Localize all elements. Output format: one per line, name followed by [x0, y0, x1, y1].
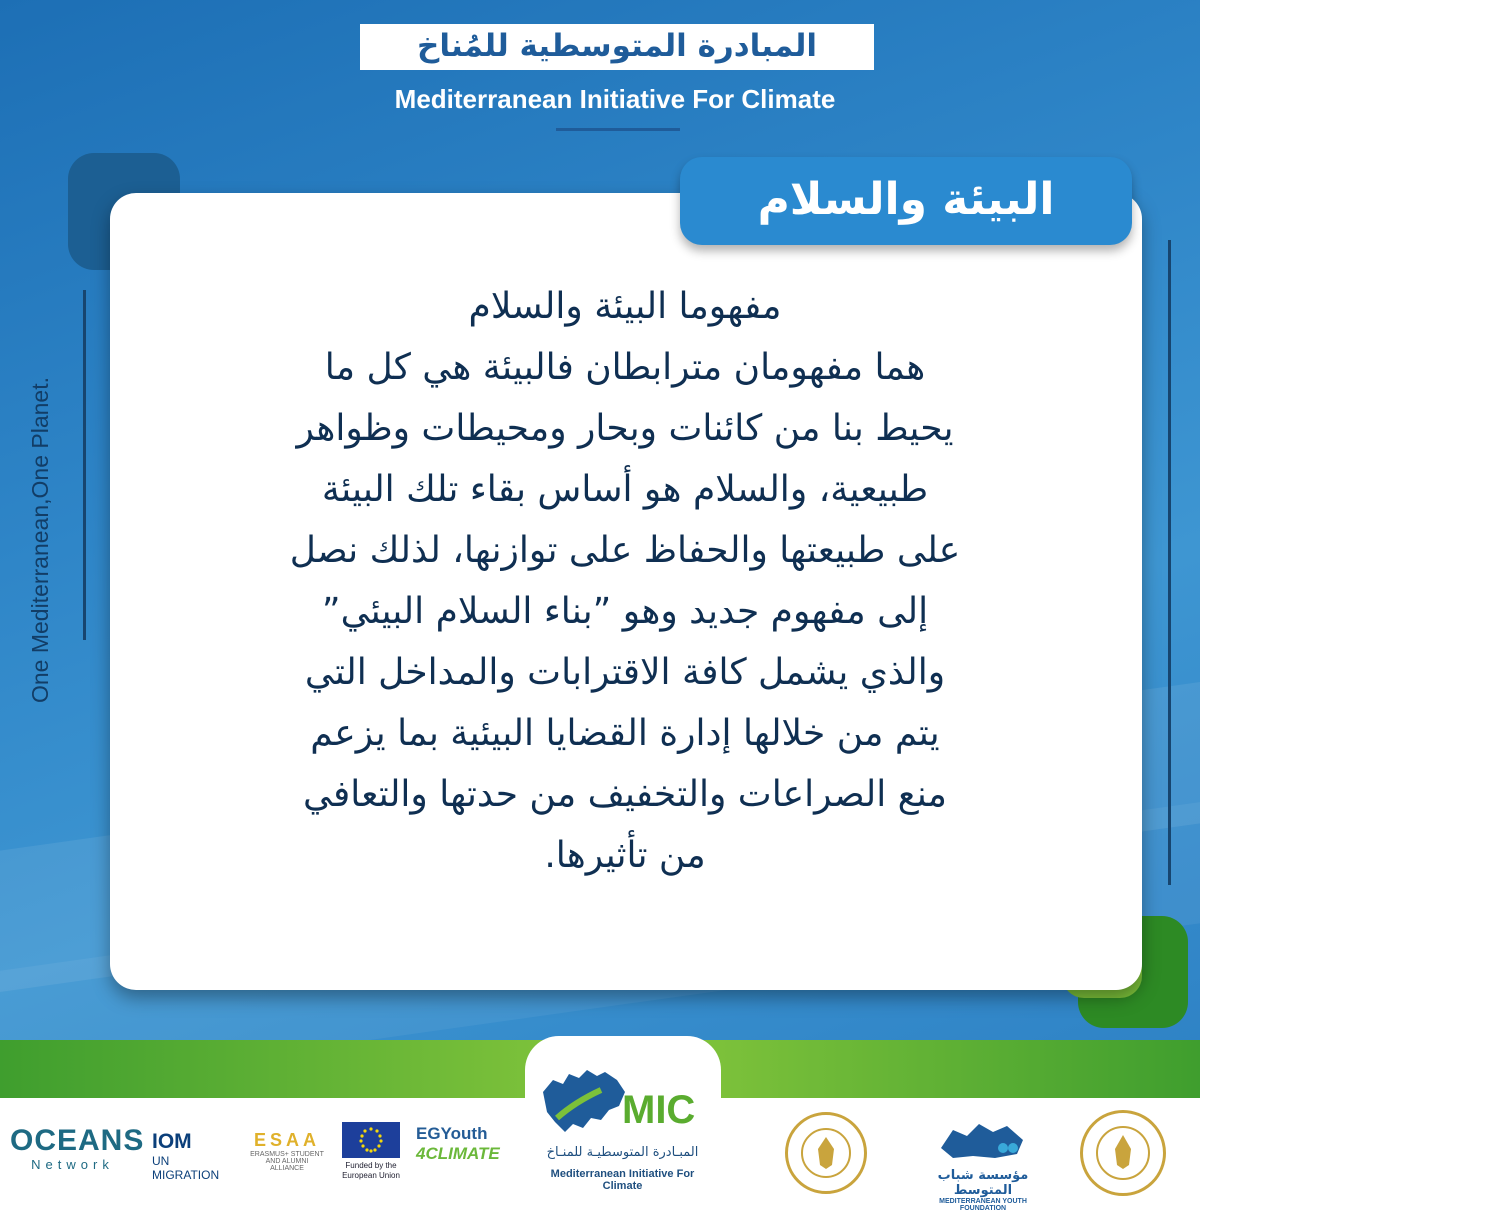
egyouth4climate-logo: [416, 1124, 516, 1164]
mediterranean-map-icon: [539, 1062, 629, 1140]
eagle-emblem-icon: [788, 1115, 864, 1191]
oceans-logo-text: OCEANS: [10, 1124, 145, 1157]
eu-logo: [341, 1122, 401, 1181]
title-arabic: المبادرة المتوسطية للمُناخ: [417, 28, 817, 64]
body-line: يتم من خلالها إدارة القضايا البيئية بما يزعم: [310, 713, 940, 754]
body-line: من تأثيرها.: [544, 835, 706, 876]
iom-logo: [152, 1130, 232, 1182]
body-line: يحيط بنا من كائنات وبحار ومحيطات وظواهر: [296, 408, 954, 449]
side-slogan: One Mediterranean,One Planet.: [27, 376, 53, 704]
iom-logo-subtext: UN MIGRATION: [152, 1154, 220, 1182]
body-line: هما مفهومان مترابطان فالبيئة هي كل ما: [324, 347, 926, 388]
body-line: على طبيعتها والحفاظ على توازنها، لذلك نصل: [289, 530, 961, 571]
body-line: طبيعية، والسلام هو أساس بقاء تلك البيئة: [321, 469, 929, 510]
oceans-logo-subtext: Network: [31, 1157, 114, 1172]
body-line: مفهوما البيئة والسلام: [468, 286, 782, 327]
mic-abbreviation: MIC: [622, 1088, 696, 1132]
esaa-logo-subtext: ERASMUS+ STUDENT AND ALUMNI ALLIANCE: [250, 1151, 324, 1172]
body-text: [130, 276, 1120, 886]
oceans-network-logo: [10, 1124, 145, 1175]
esaa-logo-text: ESAA: [253, 1130, 320, 1150]
title-divider: [556, 128, 680, 131]
myf-emblem-icon: [933, 1118, 1033, 1164]
iom-logo-text: IOM: [152, 1130, 192, 1153]
myf-name-english: MEDITERRANEAN YOUTH FOUNDATION: [939, 1198, 1027, 1212]
eu-flag-icon: [342, 1122, 400, 1158]
ministry-seal-left: [785, 1112, 867, 1194]
body-line: إلى مفهوم جديد وهو ”بناء السلام البيئي”: [321, 591, 929, 632]
myf-name-arabic: مؤسسة شباب المتوسط: [937, 1168, 1029, 1198]
egyouth-logo-text: EGYouth: [416, 1124, 488, 1143]
4climate-logo-text: 4CLIMATE: [416, 1144, 500, 1163]
body-line: منع الصراعات والتخفيف من حدتها والتعافي: [303, 774, 947, 815]
topic-label: البيئة والسلام: [757, 174, 1055, 225]
mic-name-arabic: المبـادرة المتوسطيـة للمنـاخ: [546, 1145, 699, 1160]
body-line: والذي يشمل كافة الاقترابات والمداخل التي: [304, 652, 946, 693]
side-line-left: [83, 290, 86, 640]
eu-funded-text: Funded by the European Union: [342, 1161, 400, 1180]
eagle-emblem-icon: [1083, 1113, 1163, 1193]
mic-name-english: Mediterranean Initiative For Climate: [550, 1168, 695, 1192]
ministry-youth-sports-seal: [1080, 1110, 1166, 1196]
mediterranean-youth-foundation-logo: [933, 1118, 1033, 1212]
title-english: Mediterranean Initiative For Climate: [394, 84, 836, 114]
esaa-logo: [248, 1130, 326, 1172]
side-line-right: [1168, 240, 1171, 885]
